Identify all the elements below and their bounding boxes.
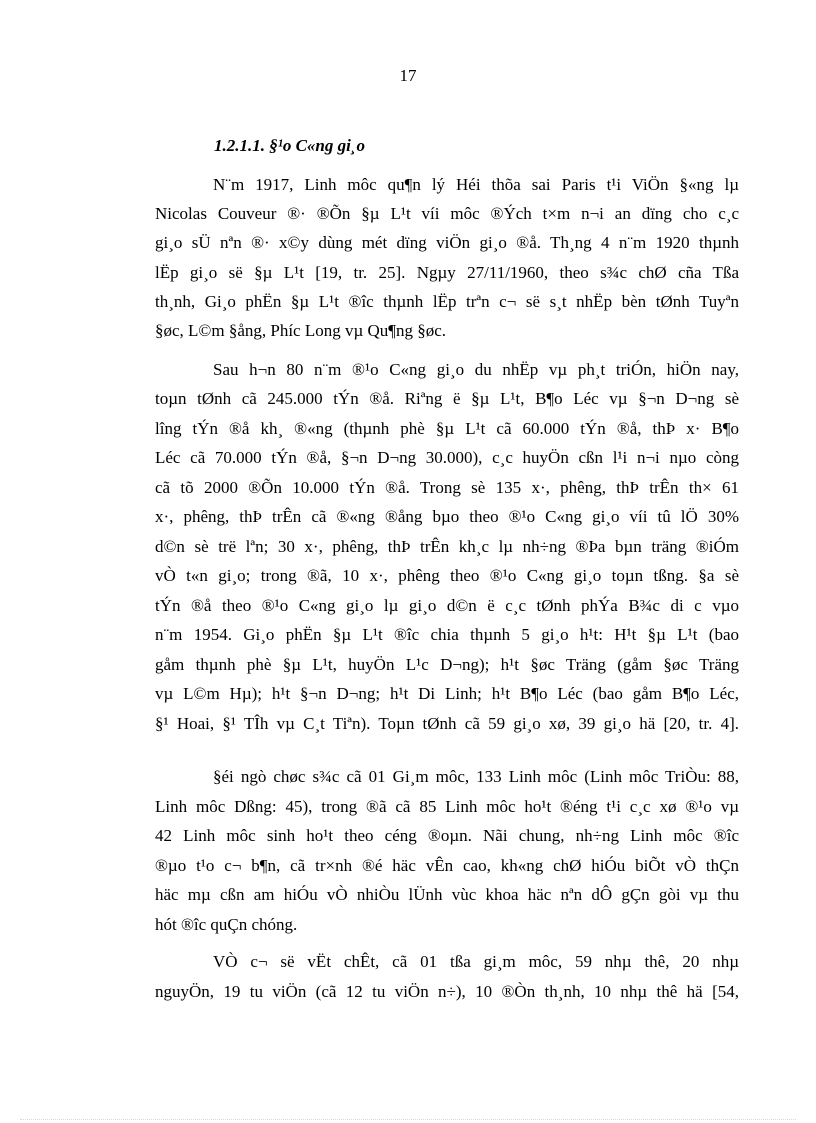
text-line: x·, phêng, thÞ trÊn cã ®«ng ®ång bµo theo ®¹o C«ng gi¸o víi tû lÖ 30% [155, 507, 739, 526]
text-line: gåm thµnh phè §µ L¹t, huyÖn L¹c D¬ng); h¹t §øc Träng (gåm §øc Träng [155, 655, 739, 674]
text-line: §éi ngò chøc s¾c cã 01 Gi¸m môc, 133 Linh môc (Linh môc TriÒu: 88, [213, 767, 739, 786]
text-line: Nicolas Couveur ®· ®Õn §µ L¹t víi môc ®Ých t×m n¬i an dïng cho c¸c [155, 204, 739, 223]
text-line: cã tõ 2000 ®Õn 10.000 tÝn ®å. Trong sè 135 x·, phêng, thÞ trÊn th× 61 [155, 478, 739, 497]
text-line: n¨m 1954. Gi¸o phËn §µ L¹t ®îc chia thµnh 5 gi¸o h¹t: H¹t §µ L¹t (bao [155, 625, 739, 644]
text-line: th¸nh, Gi¸o phËn §µ L¹t ®îc thµnh lËp trªn c¬ së s¸t nhËp bèn tØnh Tuyªn [155, 292, 739, 311]
text-line: §¹ Hoai, §¹ TÎh vµ C¸t Tiªn). Toµn tØnh cã 59 gi¸o xø, 39 gi¸o hä [20, tr. 4]. [155, 714, 739, 733]
text-line: §øc, L©m §ång, Phíc Long vµ Qu¶ng §øc. [155, 321, 447, 340]
text-line: N¨m 1917, Linh môc qu¶n lý Héi thõa sai Paris t¹i ViÖn §«ng lµ [213, 175, 739, 194]
text-line: Léc cã 70.000 tÝn ®å, §¬n D¬ng 30.000), c¸c huyÖn cßn l¹i n¬i nµo còng [155, 448, 739, 467]
page-number: 17 [399, 66, 417, 85]
text-line: hót ®îc quÇn chóng. [155, 915, 298, 934]
text-line: d©n sè trë lªn; 30 x·, phêng, thÞ trÊn kh¸c lµ nh÷ng ®Þa bµn träng ®iÓm [155, 537, 739, 556]
text-line: 42 Linh môc sinh ho¹t theo céng ®oµn. Nãi chung, nh÷ng Linh môc ®îc [155, 826, 739, 845]
text-line: VÒ c¬ së vËt chÊt, cã 01 tßa gi¸m môc, 59 nhµ thê, 20 nhµ [213, 952, 739, 971]
text-line: Linh môc Dßng: 45), trong ®ã cã 85 Linh môc ho¹t ®éng t¹i c¸c xø ®¹o vµ [155, 797, 739, 816]
text-line: lîng tÝn ®å kh¸ ®«ng (thµnh phè §µ L¹t cã 60.000 tÝn ®å, thÞ x· B¶o [155, 419, 739, 438]
text-line: Sau h¬n 80 n¨m ®¹o C«ng gi¸o du nhËp vµ ph¸t triÓn, hiÖn nay, [213, 360, 739, 379]
text-line: tÝn ®å theo ®¹o C«ng gi¸o lµ gi¸o d©n ë c¸c tØnh phÝa B¾c di c vµo [155, 596, 739, 615]
text-line: toµn tØnh cã 245.000 tÝn ®å. Riªng ë §µ L¹t, B¶o Léc vµ §¬n D¬ng sè [155, 389, 739, 408]
text-line: ®µo t¹o c¬ b¶n, cã tr×nh ®é häc vÊn cao, kh«ng chØ hiÓu biÕt vÒ thÇn [155, 856, 739, 875]
text-line: häc mµ cßn am hiÓu vÒ nhiÒu lÜnh vùc khoa häc nªn dÔ gÇn gòi vµ thu [155, 885, 739, 904]
text-line: gi¸o sÜ nªn ®· x©y dùng mét dïng viÖn gi¸o ®å. Th¸ng 4 n¨m 1920 thµnh [155, 233, 739, 252]
text-line: vÒ t«n gi¸o; trong ®ã, 10 x·, phêng theo ®¹o C«ng gi¸o toµn tßng. §a sè [155, 566, 739, 585]
text-line: nguyÖn, 19 tu viÖn (cã 12 tu viÖn n÷), 10 ®Òn th¸nh, 10 nhµ thê hä [54, [155, 982, 739, 1001]
text-line: lËp gi¸o së §µ L¹t [19, tr. 25]. Ngµy 27/11/1960, theo s¾c chØ cña Tßa [155, 263, 739, 282]
section-heading: 1.2.1.1. §¹o C«ng gi¸o [214, 136, 366, 155]
page-bottom-divider [20, 1119, 796, 1120]
text-line: vµ L©m Hµ); h¹t §¬n D¬ng; h¹t Di Linh; h¹t B¶o Léc (bao gåm B¶o Léc, [155, 684, 739, 703]
